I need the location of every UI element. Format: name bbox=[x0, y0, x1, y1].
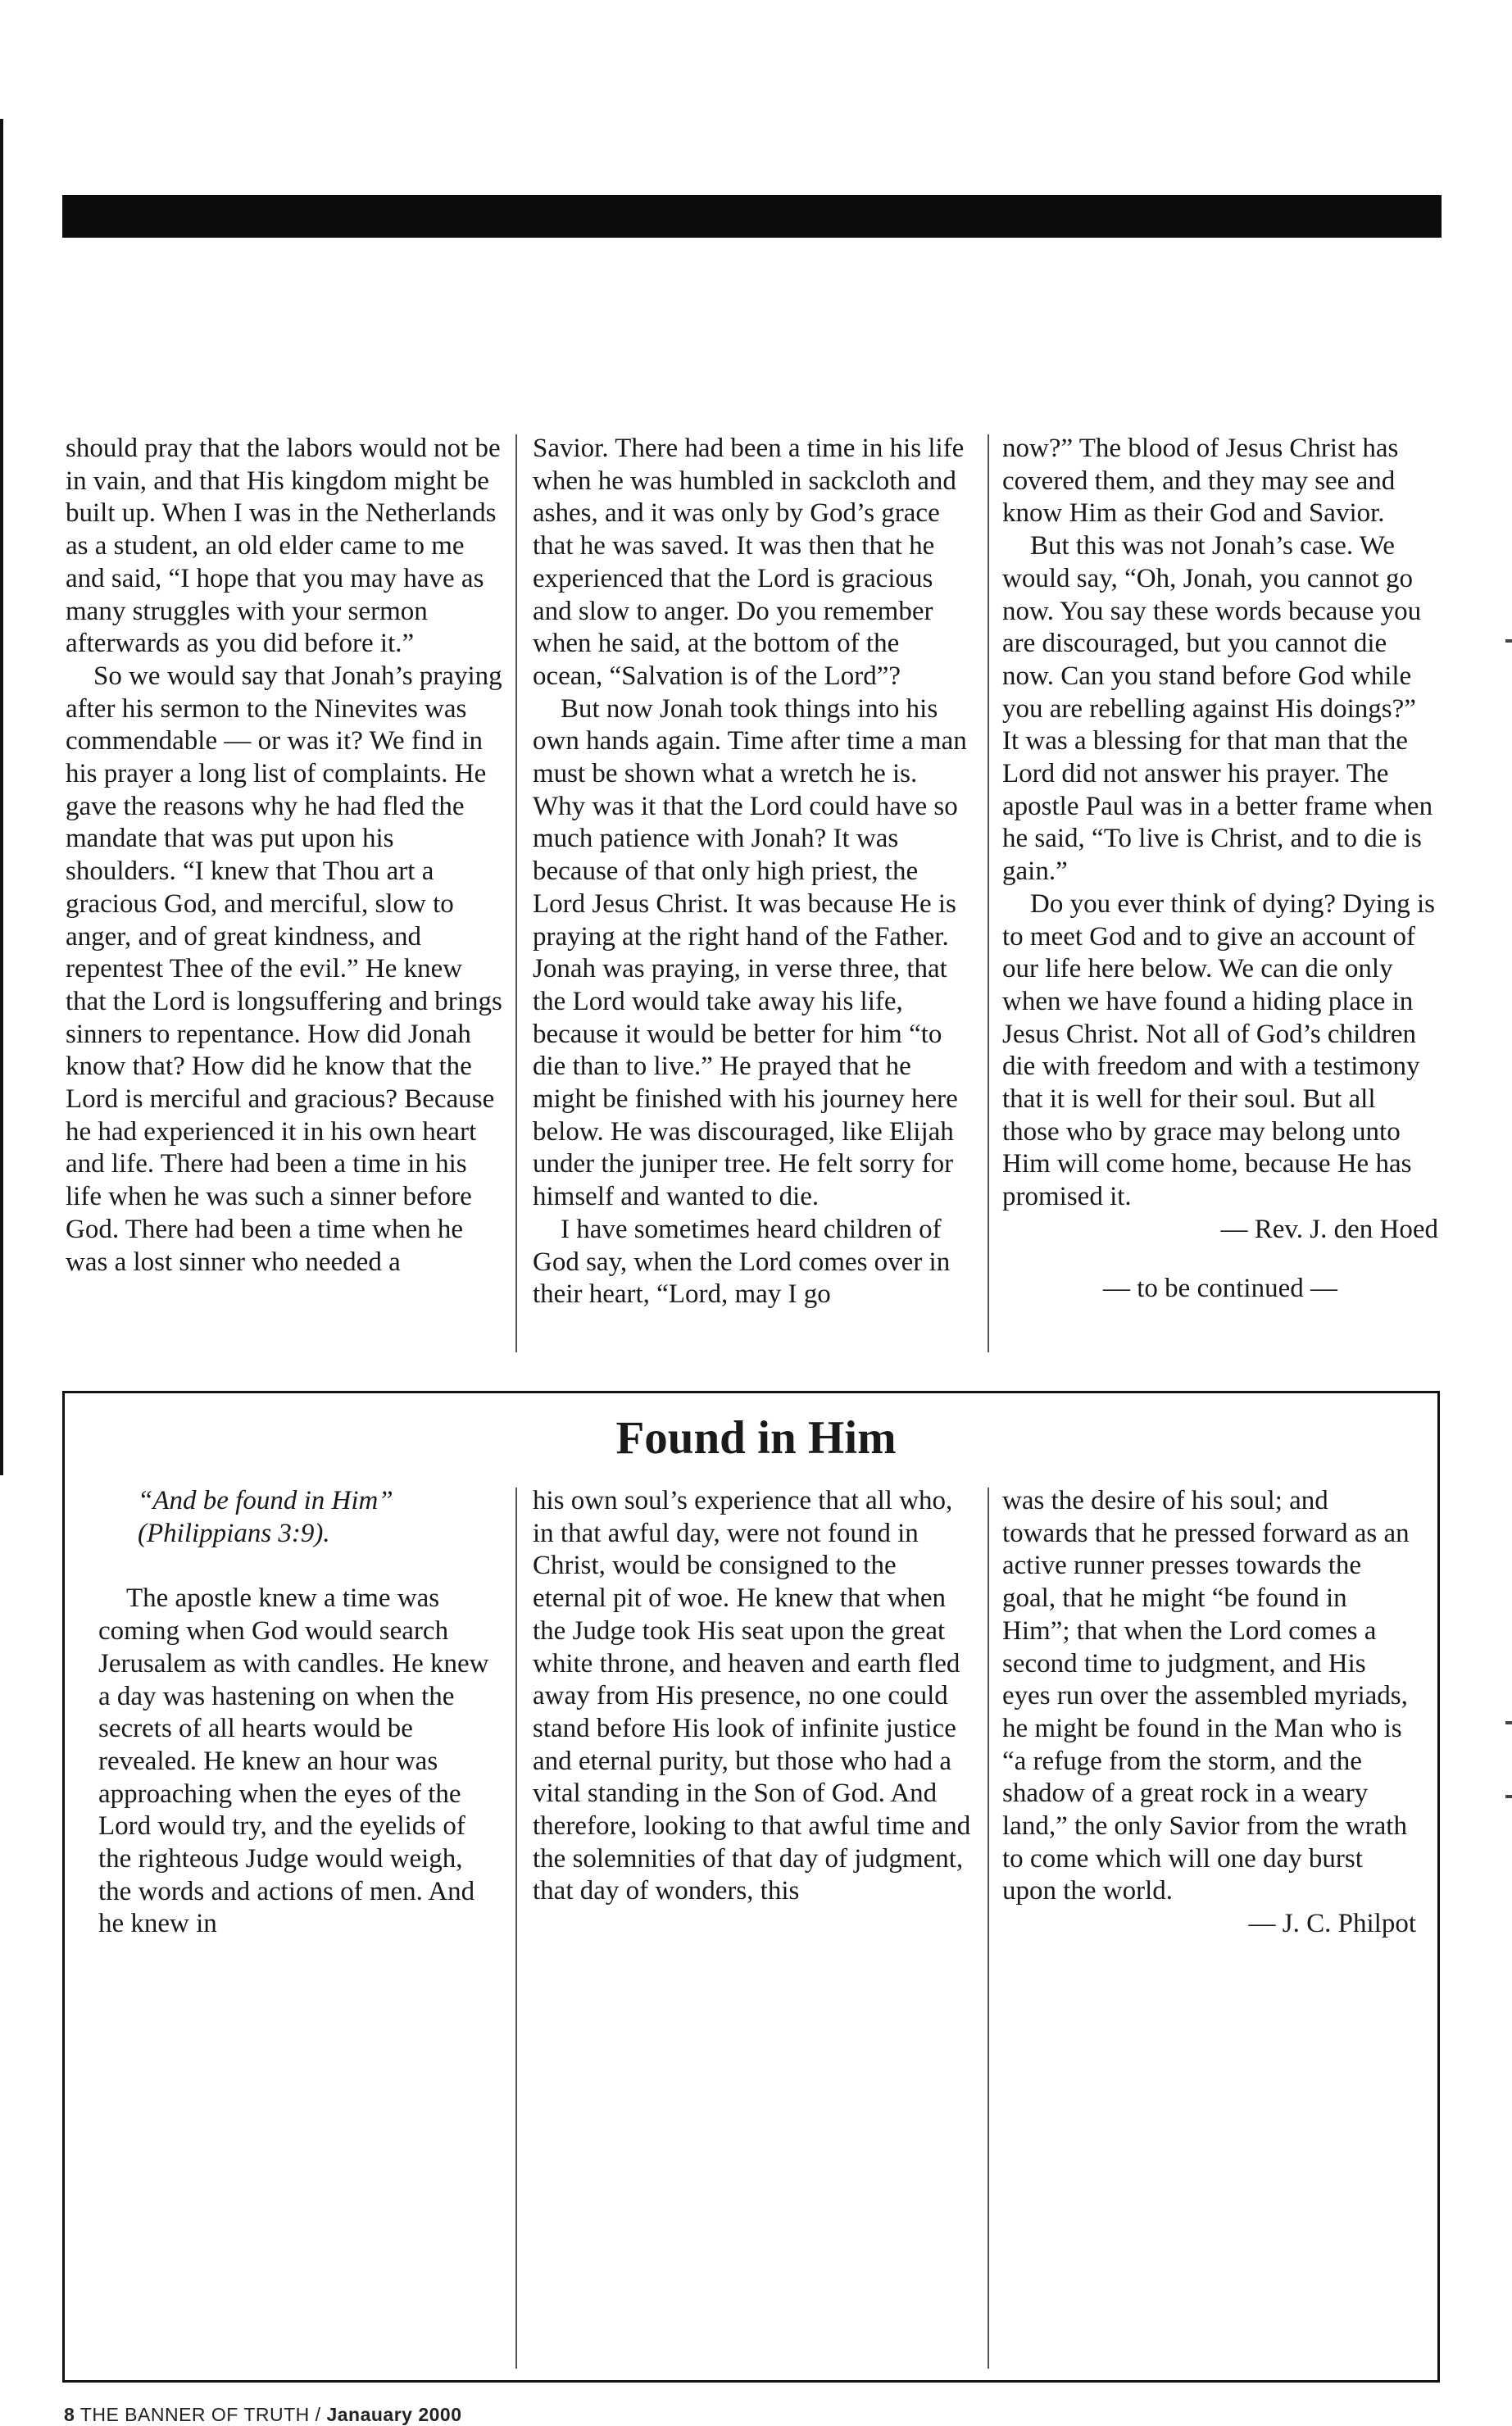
article-paragraph: But this was not Jonah’s case. We would say, “Oh, Jonah, you cannot go now. You say these words because you are discouraged, but you cannot die now. Can you stand before God while you are rebelling against His doings?” It was a blessing for that man that the Lord did not answer his prayer. The apostle Paul was in a better frame when he said, “To live is Christ, and to die is gain.” bbox=[1002, 531, 1433, 887]
box-column-divider bbox=[988, 1488, 989, 2369]
article-paragraph: now?” The blood of Jesus Christ has covered them, and they may see and know Him as their God and Savior. bbox=[1002, 434, 1399, 529]
box-column-divider bbox=[515, 1488, 517, 2369]
box-signature: — J. C. Philpot bbox=[1248, 1909, 1416, 1939]
article-paragraph: So we would say that Jonah’s praying after his sermon to the Ninevites was commendable — or was it? We find in his prayer a long list of complaints. He gave the reasons why he had fled the mandate that was put upon his shoulders. “I knew that Thou art a gracious God, and merciful, slow to anger, and of great kindness, and repentest Thee of the evil.” He knew that the Lord is longsuffering and brings sinners to repentance. How did Jonah know that? How did he know that the Lord is merciful and gracious? Because he had experienced it in his own heart and life. There had been a time in his life when he was such a sinner before God. There had been a time when he was a lost sinner who needed a bbox=[66, 661, 502, 1277]
margin-mark bbox=[1505, 1721, 1512, 1724]
left-edge-line bbox=[0, 119, 3, 1475]
page-number: 8 bbox=[64, 2404, 75, 2425]
article-column-2 bbox=[533, 433, 971, 1311]
box-column-2 bbox=[533, 1485, 971, 1908]
article-column-1 bbox=[66, 433, 508, 1279]
article-paragraph: But now Jonah took things into his own hands again. Time after time a man must be shown what a wretch he is. Why was it that the Lord could have so much patience with Jonah? It was because of that only high priest, the Lord Jesus Christ. It was because He is praying at the right hand of the Father. Jonah was praying, in verse three, that the Lord would take away his life, because it would be better for him “to die than to live.” He prayed that he might be finished with his journey here below. He was discouraged, like Elijah under the juniper tree. He felt sorry for himself and wanted to die. bbox=[533, 693, 967, 1212]
margin-mark bbox=[1505, 1795, 1512, 1798]
article-signature: — Rev. J. den Hoed bbox=[1220, 1214, 1438, 1244]
article-paragraph: Do you ever think of dying? Dying is to meet God and to give an account of our life here below. We can die only when we have found a hiding place in Jesus Christ. Not all of God’s children die with freedom and with a testimony that it is well for their soul. But all those who by grace may belong unto Him will come home, because He has promised it. bbox=[1002, 888, 1436, 1212]
column-divider bbox=[515, 434, 517, 1352]
to-be-continued-note: — to be continued — bbox=[1103, 1273, 1337, 1303]
article-column-3 bbox=[1002, 433, 1438, 1305]
margin-mark bbox=[1505, 639, 1512, 643]
footer-separator: / bbox=[315, 2404, 321, 2425]
issue-date: Janauary 2000 bbox=[326, 2404, 462, 2425]
box-paragraph: The apostle knew a time was coming when God would search Jerusalem as with candles. He knew a day was hastening on when the secrets of all hearts would be revealed. He knew an hour was approaching when the eyes of the Lord would try, and the eyelids of the righteous Judge would weigh, the words and actions of men. And he knew in bbox=[98, 1583, 489, 1939]
box-paragraph: was the desire of his soul; and towards that he pressed forward as an active runner presses towards the goal, that he might “be found in Him”; that when the Lord comes a second time to judgment, and His eyes run over the assembled myriads, he might be found in the Man who is “a refuge from the storm, and the shadow of a great rock in a weary land,” the only Savior from the wrath to come which will one day burst upon the world. bbox=[1002, 1486, 1410, 1906]
top-banner-band bbox=[62, 195, 1442, 238]
box-title: Found in Him bbox=[615, 1412, 897, 1464]
publication-name: THE BANNER OF TRUTH bbox=[79, 2404, 310, 2425]
box-paragraph: his own soul’s experience that all who, in that awful day, were not found in Christ, would be consigned to the eternal pit of woe. He knew that when the Judge took His seat upon the great white throne, and heaven and earth fled away from His presence, no one could stand before His look of infinite justice and eternal purity, but those who had a vital standing in the Son of God. And therefore, looking to that awful time and the solemnities of that day of judgment, that day of wonders, this bbox=[533, 1486, 971, 1906]
box-epigraph: “And be found in Him” (Philippians 3:9). bbox=[138, 1486, 393, 1548]
article-paragraph: should pray that the labors would not be in vain, and that His kingdom might be built up. When I was in the Netherlands as a student, an old elder came to me and said, “I hope that you may have as many struggles with your sermon afterwards as you did before it.” bbox=[66, 434, 501, 659]
page-footer bbox=[64, 2404, 462, 2426]
box-column-1 bbox=[98, 1485, 500, 1941]
box-column-3 bbox=[1002, 1485, 1416, 1941]
article-paragraph: Savior. There had been a time in his life when he was humbled in sackcloth and ashes, and it was only by God’s grace that he was saved. It was then that he experienced that the Lord is gracious and slow to anger. Do you remember when he said, at the bottom of the ocean, “Salvation is of the Lord”? bbox=[533, 434, 965, 691]
column-divider bbox=[988, 434, 989, 1352]
article-paragraph: I have sometimes heard children of God say, when the Lord comes over in their heart, “Lord, may I go bbox=[533, 1214, 951, 1310]
